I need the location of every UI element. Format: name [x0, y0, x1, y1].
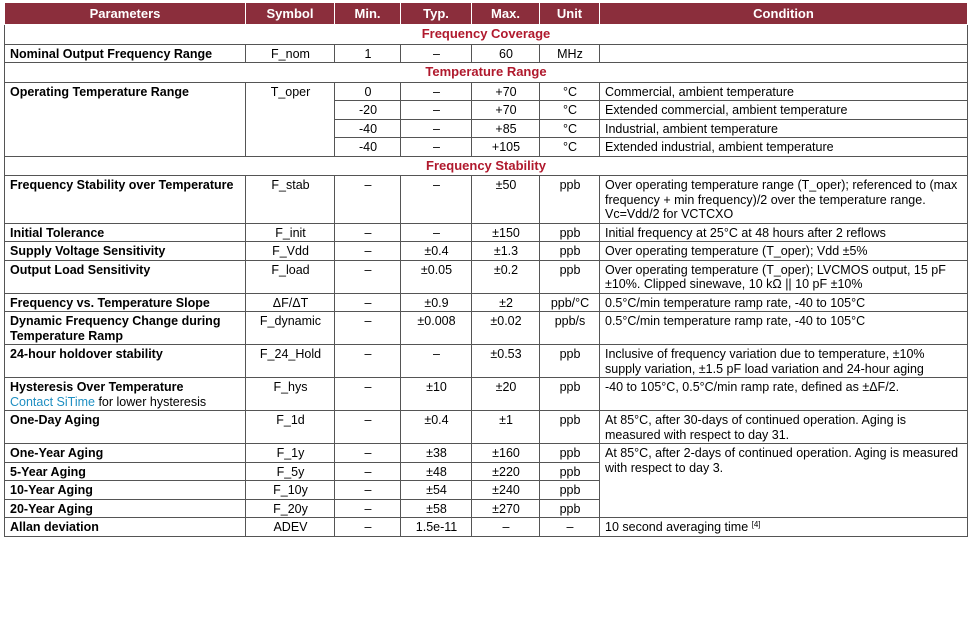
param-cell: Output Load Sensitivity	[5, 260, 246, 293]
param-cell: 10-Year Aging	[5, 481, 246, 500]
condition-cell	[600, 44, 968, 63]
unit-cell: ppb	[540, 176, 600, 224]
condition-cell: At 85°C, after 30-days of continued operation. Aging is measured with respect to day 31.	[600, 411, 968, 444]
condition-cell: Over operating temperature (T_oper); Vdd ±5%	[600, 242, 968, 261]
min-cell: –	[335, 293, 401, 312]
section-row	[5, 156, 968, 176]
typ-cell: –	[401, 345, 472, 378]
typ-cell: ±48	[401, 462, 472, 481]
max-cell: ±240	[472, 481, 540, 500]
unit-cell: ppb	[540, 444, 600, 463]
symbol-cell: F_10y	[246, 481, 335, 500]
min-cell: –	[335, 444, 401, 463]
condition-cell: Industrial, ambient temperature	[600, 119, 968, 138]
max-cell: ±0.53	[472, 345, 540, 378]
table-row	[5, 293, 968, 312]
max-cell: ±1.3	[472, 242, 540, 261]
table-row	[5, 345, 968, 378]
table-row	[5, 411, 968, 444]
condition-cell: Inclusive of frequency variation due to temperature, ±10% supply variation, ±1.5 pF load variation and 24-hour aging	[600, 345, 968, 378]
unit-cell: ppb	[540, 411, 600, 444]
max-cell: ±2	[472, 293, 540, 312]
typ-cell: –	[401, 82, 472, 101]
header-condition: Condition	[600, 3, 968, 25]
condition-cell: Over operating temperature (T_oper); LVCMOS output, 15 pF ±10%. Clipped sinewave, 10 kΩ || 10 pF ±10%	[600, 260, 968, 293]
max-cell: ±150	[472, 223, 540, 242]
param-cell: Nominal Output Frequency Range	[5, 44, 246, 63]
min-cell: –	[335, 499, 401, 518]
min-cell: –	[335, 260, 401, 293]
max-cell: ±0.2	[472, 260, 540, 293]
unit-cell: ppb/°C	[540, 293, 600, 312]
max-cell: +105	[472, 138, 540, 157]
condition-text: 10 second averaging time	[605, 520, 752, 534]
min-cell: –	[335, 176, 401, 224]
unit-cell: ppb	[540, 242, 600, 261]
unit-cell: ppb	[540, 345, 600, 378]
param-cell	[5, 378, 246, 411]
max-cell: 60	[472, 44, 540, 63]
table-row	[5, 242, 968, 261]
spec-table	[4, 2, 968, 537]
param-cell: Supply Voltage Sensitivity	[5, 242, 246, 261]
header-parameters: Parameters	[5, 3, 246, 25]
min-cell: –	[335, 411, 401, 444]
condition-cell: Commercial, ambient temperature	[600, 82, 968, 101]
typ-cell: ±0.9	[401, 293, 472, 312]
header-typ: Typ.	[401, 3, 472, 25]
condition-cell: -40 to 105°C, 0.5°C/min ramp rate, defined as ±ΔF/2.	[600, 378, 968, 411]
typ-cell: ±0.05	[401, 260, 472, 293]
unit-cell: ppb/s	[540, 312, 600, 345]
unit-cell: ppb	[540, 260, 600, 293]
typ-cell: –	[401, 138, 472, 157]
header-max: Max.	[472, 3, 540, 25]
typ-cell: 1.5e-11	[401, 518, 472, 537]
table-row	[5, 378, 968, 411]
min-cell: 0	[335, 82, 401, 101]
unit-cell: –	[540, 518, 600, 537]
max-cell: +70	[472, 101, 540, 120]
symbol-cell: F_24_Hold	[246, 345, 335, 378]
typ-cell: ±0.008	[401, 312, 472, 345]
typ-cell: ±0.4	[401, 242, 472, 261]
typ-cell: –	[401, 119, 472, 138]
symbol-cell: F_hys	[246, 378, 335, 411]
table-row	[5, 44, 968, 63]
min-cell: –	[335, 518, 401, 537]
table-row	[5, 223, 968, 242]
min-cell: –	[335, 481, 401, 500]
header-symbol: Symbol	[246, 3, 335, 25]
max-cell: ±1	[472, 411, 540, 444]
unit-cell: MHz	[540, 44, 600, 63]
unit-cell: ppb	[540, 481, 600, 500]
min-cell: –	[335, 312, 401, 345]
param-cell: Dynamic Frequency Change during Temperature Ramp	[5, 312, 246, 345]
typ-cell: –	[401, 101, 472, 120]
param-cell: 20-Year Aging	[5, 499, 246, 518]
section-frequency-coverage: Frequency Coverage	[5, 25, 968, 45]
section-temperature-range: Temperature Range	[5, 63, 968, 83]
max-cell: ±160	[472, 444, 540, 463]
min-cell: –	[335, 242, 401, 261]
section-row	[5, 25, 968, 45]
typ-cell: –	[401, 176, 472, 224]
param-cell: Operating Temperature Range	[5, 82, 246, 156]
symbol-cell: F_stab	[246, 176, 335, 224]
max-cell: ±270	[472, 499, 540, 518]
symbol-cell: F_1y	[246, 444, 335, 463]
symbol-cell: F_5y	[246, 462, 335, 481]
max-cell: ±220	[472, 462, 540, 481]
table-row	[5, 260, 968, 293]
contact-sitime-link[interactable]: Contact SiTime	[10, 394, 95, 409]
symbol-cell: F_1d	[246, 411, 335, 444]
symbol-cell: F_20y	[246, 499, 335, 518]
max-cell: +70	[472, 82, 540, 101]
table-row	[5, 176, 968, 224]
max-cell: ±50	[472, 176, 540, 224]
header-row	[5, 3, 968, 25]
unit-cell: °C	[540, 101, 600, 120]
symbol-cell: T_oper	[246, 82, 335, 156]
min-cell: -20	[335, 101, 401, 120]
symbol-cell: F_nom	[246, 44, 335, 63]
typ-cell: –	[401, 223, 472, 242]
unit-cell: °C	[540, 138, 600, 157]
condition-cell: At 85°C, after 2-days of continued operation. Aging is measured with respect to day 3.	[600, 444, 968, 518]
param-cell: One-Year Aging	[5, 444, 246, 463]
param-cell: 5-Year Aging	[5, 462, 246, 481]
min-cell: –	[335, 378, 401, 411]
param-label: Hysteresis Over Temperature	[10, 380, 184, 394]
condition-cell: 0.5°C/min temperature ramp rate, -40 to 105°C	[600, 293, 968, 312]
table-row	[5, 82, 968, 101]
unit-cell: ppb	[540, 499, 600, 518]
min-cell: 1	[335, 44, 401, 63]
header-min: Min.	[335, 3, 401, 25]
max-cell: –	[472, 518, 540, 537]
typ-cell: –	[401, 44, 472, 63]
condition-cell: Extended commercial, ambient temperature	[600, 101, 968, 120]
unit-cell: °C	[540, 119, 600, 138]
condition-cell: Over operating temperature range (T_oper); referenced to (max frequency + min frequency)/2 over the temperature range. Vc=Vdd/2 for VCTCXO	[600, 176, 968, 224]
param-cell: One-Day Aging	[5, 411, 246, 444]
max-cell: ±20	[472, 378, 540, 411]
param-cell: 24-hour holdover stability	[5, 345, 246, 378]
unit-cell: °C	[540, 82, 600, 101]
symbol-cell: F_load	[246, 260, 335, 293]
typ-cell: ±58	[401, 499, 472, 518]
header-unit: Unit	[540, 3, 600, 25]
section-frequency-stability: Frequency Stability	[5, 156, 968, 176]
symbol-cell: ADEV	[246, 518, 335, 537]
min-cell: -40	[335, 138, 401, 157]
table-row	[5, 518, 968, 537]
unit-cell: ppb	[540, 462, 600, 481]
param-cell: Frequency Stability over Temperature	[5, 176, 246, 224]
min-cell: –	[335, 345, 401, 378]
param-cell: Initial Tolerance	[5, 223, 246, 242]
symbol-cell: F_dynamic	[246, 312, 335, 345]
table-row	[5, 312, 968, 345]
min-cell: –	[335, 462, 401, 481]
typ-cell: ±10	[401, 378, 472, 411]
footnote-ref: [4]	[751, 520, 761, 529]
min-cell: –	[335, 223, 401, 242]
max-cell: +85	[472, 119, 540, 138]
symbol-cell: F_init	[246, 223, 335, 242]
section-row	[5, 63, 968, 83]
typ-cell: ±38	[401, 444, 472, 463]
condition-cell	[600, 518, 968, 537]
table-row	[5, 444, 968, 463]
symbol-cell: ΔF/ΔT	[246, 293, 335, 312]
condition-cell: 0.5°C/min temperature ramp rate, -40 to 105°C	[600, 312, 968, 345]
param-note: for lower hysteresis	[94, 394, 207, 409]
param-cell: Allan deviation	[5, 518, 246, 537]
typ-cell: ±54	[401, 481, 472, 500]
unit-cell: ppb	[540, 223, 600, 242]
condition-cell: Extended industrial, ambient temperature	[600, 138, 968, 157]
symbol-cell: F_Vdd	[246, 242, 335, 261]
max-cell: ±0.02	[472, 312, 540, 345]
param-cell: Frequency vs. Temperature Slope	[5, 293, 246, 312]
min-cell: -40	[335, 119, 401, 138]
condition-cell: Initial frequency at 25°C at 48 hours after 2 reflows	[600, 223, 968, 242]
unit-cell: ppb	[540, 378, 600, 411]
typ-cell: ±0.4	[401, 411, 472, 444]
